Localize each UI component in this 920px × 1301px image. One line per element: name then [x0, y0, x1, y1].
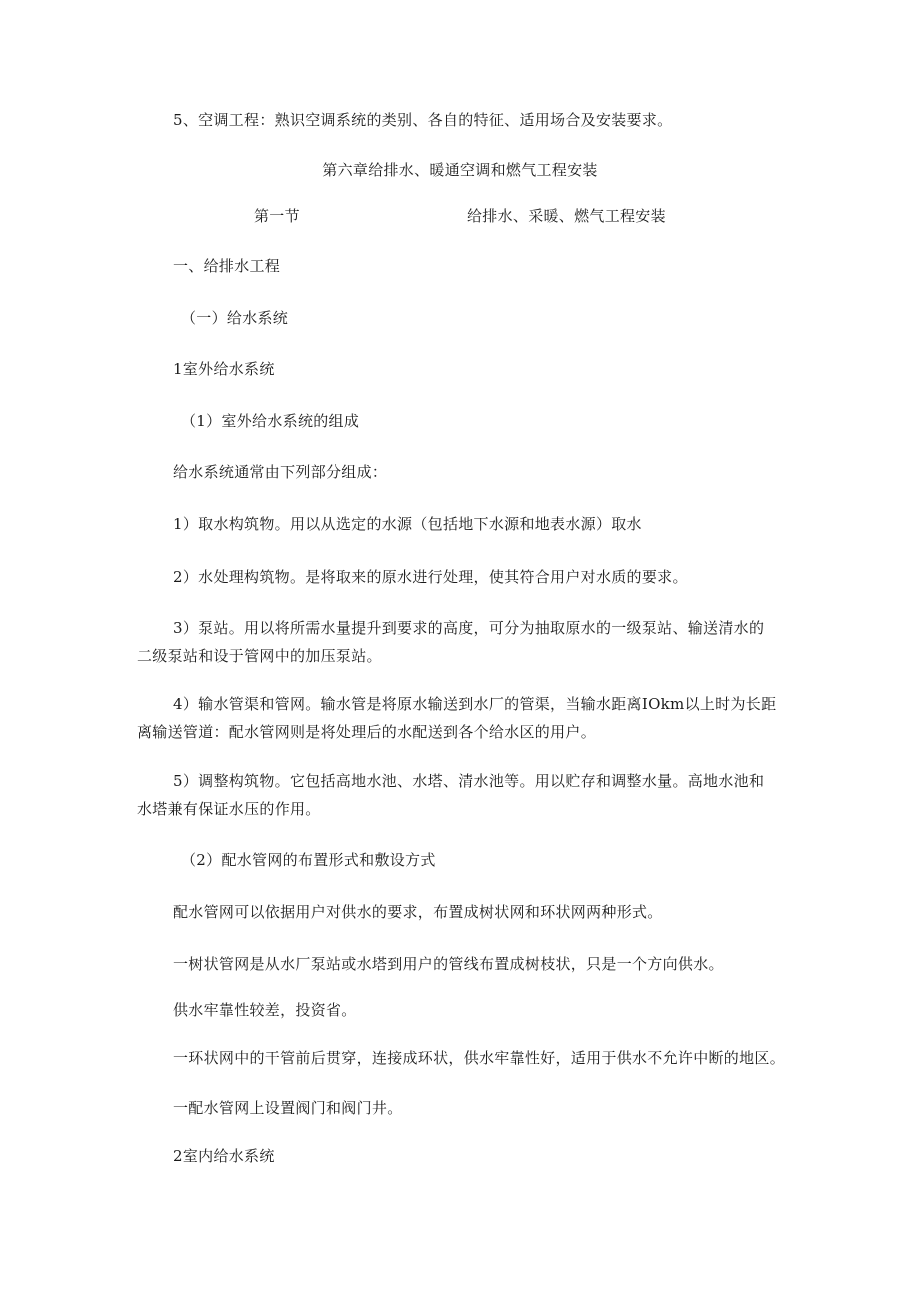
item-5-line2: 水塔兼有保证水压的作用。 — [137, 800, 321, 818]
valve-note: 一配水管网上设置阀门和阀门井。 — [173, 1099, 403, 1117]
item-1: 1）取水构筑物。用以从选定的水源（包括地下水源和地表水源）取水 — [173, 515, 642, 533]
item-2: 2）水处理构筑物。是将取来的原水进行处理，使其符合用户对水质的要求。 — [173, 568, 688, 586]
intro-item-5: 5、空调工程：熟识空调系统的类别、各自的特征、适用场合及安装要求。 — [173, 111, 673, 129]
item-4-line2: 离输送管道：配水管网则是将处理后的水配送到各个给水区的用户。 — [137, 723, 597, 741]
composition-intro: 给水系统通常由下列部分组成： — [173, 463, 388, 481]
heading-level2: （一）给水系统 — [181, 309, 289, 327]
heading-level1: 一、给排水工程 — [173, 257, 281, 275]
subheading-network: （2）配水管网的布置形式和敷设方式 — [181, 851, 436, 869]
tree-network: 一树状管网是从水厂泵站或水塔到用户的管线布置成树枝状，只是一个方向供水。 — [173, 955, 724, 973]
item-3-line2: 二级泵站和设于管网中的加压泵站。 — [137, 647, 382, 665]
item-4-line1: 4）输水管渠和管网。输水管是将原水输送到水厂的管渠，当输水距离IOkm以上时为长距 — [173, 695, 777, 713]
subheading-composition: （1）室外给水系统的组成 — [181, 412, 360, 430]
tree-network-note: 供水牢靠性较差，投资省。 — [173, 1001, 357, 1019]
heading-outdoor: 1室外给水系统 — [173, 360, 275, 378]
section-title: 给排水、采暖、燃气工程安装 — [467, 207, 666, 225]
network-intro: 配水管网可以依据用户对供水的要求，布置成树状网和环状网两种形式。 — [173, 903, 663, 921]
item-5-line1: 5）调整构筑物。它包括高地水池、水塔、清水池等。用以贮存和调整水量。高地水池和 — [173, 772, 765, 790]
heading-indoor: 2室内给水系统 — [173, 1147, 275, 1165]
chapter-title: 第六章给排水、暖通空调和燃气工程安装 — [322, 161, 598, 179]
item-3-line1: 3）泵站。用以将所需水量提升到要求的高度，可分为抽取原水的一级泵站、输送清水的 — [173, 619, 765, 637]
section-label: 第一节 — [254, 207, 300, 225]
ring-network: 一环状网中的干管前后贯穿，连接成环状，供水牢靠性好，适用于供水不允许中断的地区。 — [173, 1049, 786, 1067]
